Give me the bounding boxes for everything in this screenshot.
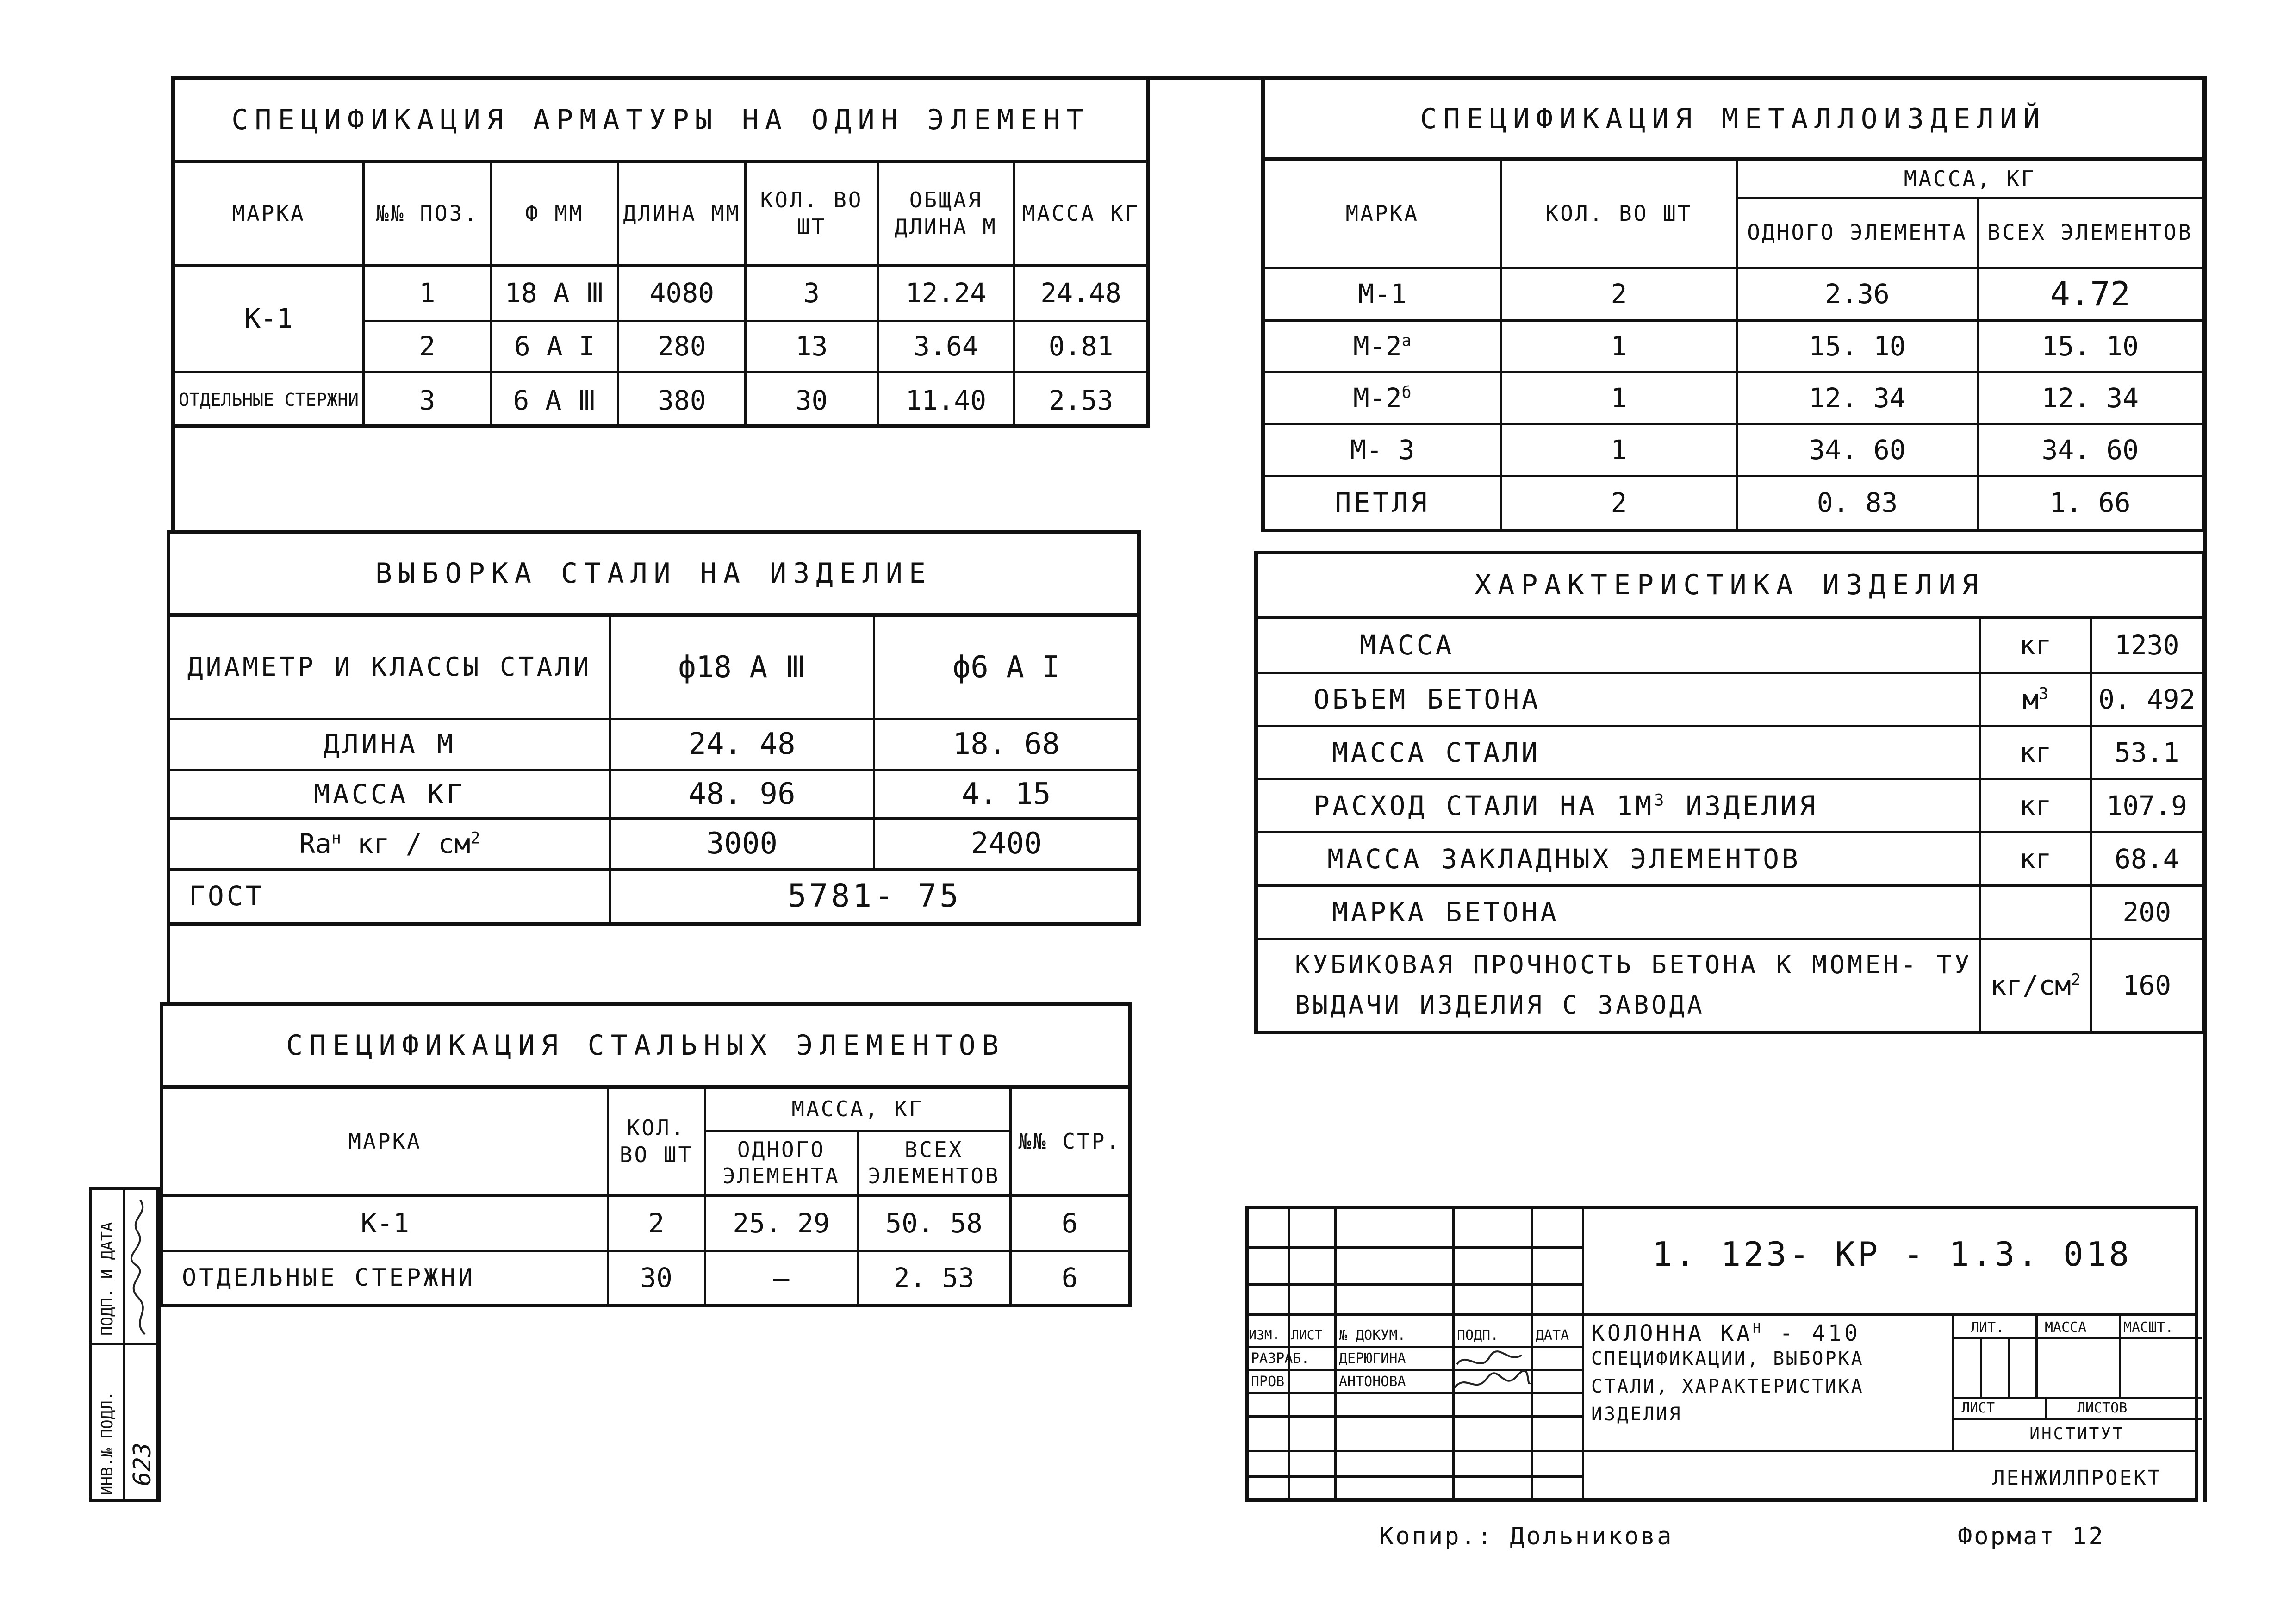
mark-cell: ОТДЕЛЬНЫЕ СТЕРЖНИ xyxy=(175,372,364,428)
col-mass: МАССА, КГ xyxy=(1737,161,2202,198)
drawing-name-line4: ИЗДЕЛИЯ xyxy=(1591,1404,1682,1425)
total-length-cell: 3.64 xyxy=(877,321,1014,372)
qty-cell: 1 xyxy=(1501,320,1737,372)
ra-unit: кг / см xyxy=(341,828,471,859)
pos-cell: 2 xyxy=(364,321,491,372)
table-row xyxy=(1258,779,2202,832)
page-cell: 6 xyxy=(1010,1251,1128,1304)
stamp-divider xyxy=(92,1343,156,1345)
scale-label: МАСШТ. xyxy=(2123,1319,2174,1336)
mark-cell: $М-2^б$ xyxy=(1265,372,1501,424)
drawing-name-line3: СТАЛИ, ХАРАКТЕРИСТИКА xyxy=(1591,1376,1864,1397)
row-label: МАССА КГ xyxy=(170,770,610,818)
table-row xyxy=(170,770,1138,818)
qty-cell: 2 xyxy=(1501,267,1737,320)
value-cell: 2400 xyxy=(874,818,1138,869)
mass-cell: 2.53 xyxy=(1014,372,1146,428)
institute-line1: ИНСТИТУТ xyxy=(2029,1424,2125,1443)
header-label: ДИАМЕТР И КЛАССЫ СТАЛИ xyxy=(170,617,610,719)
qty-cell: 30 xyxy=(608,1251,705,1304)
table-row xyxy=(1258,885,2202,939)
drawing-name-line1: КОЛОННА $КА^Н - 410$ xyxy=(1591,1320,1860,1346)
length-cell: 380 xyxy=(618,372,746,428)
char-unit: кг xyxy=(1980,726,2091,779)
table-row xyxy=(175,265,1146,321)
dia-cell: 6 А I xyxy=(491,321,618,372)
col-qty: КОЛ. ВО ШТ xyxy=(608,1089,705,1195)
col-mark: МАРКА xyxy=(175,163,364,265)
char-unit: кг xyxy=(1980,619,2091,672)
table-row xyxy=(1265,424,2202,476)
frame-line xyxy=(167,923,170,1007)
char-value: 107.9 xyxy=(2091,779,2202,832)
mark-cell: М- 3 xyxy=(1265,424,1501,476)
pos-cell: 1 xyxy=(364,265,491,321)
col-mass-one: ОДНОГО ЭЛЕМЕНТА xyxy=(1737,198,1978,267)
char-value: 200 xyxy=(2091,885,2202,939)
qty-cell: 1 xyxy=(1501,372,1737,424)
col-sign: ПОДП. xyxy=(1457,1327,1499,1343)
side-stamp xyxy=(89,1187,158,1502)
qty-cell: 2 xyxy=(608,1195,705,1251)
char-label: МАРКА БЕТОНА xyxy=(1258,885,1980,939)
length-cell: 4080 xyxy=(618,265,746,321)
rebar-spec-table xyxy=(171,76,1150,428)
total-length-cell: 11.40 xyxy=(877,372,1014,428)
char-label: МАССА СТАЛИ xyxy=(1258,726,1980,779)
table-row xyxy=(1258,619,2202,672)
mass-all-cell: 4.72 xyxy=(1978,267,2202,320)
mass-one-cell: 2.36 xyxy=(1737,267,1978,320)
qty-cell: 1 xyxy=(1501,424,1737,476)
mass-label: МАССА xyxy=(2045,1319,2087,1336)
col-doc: № ДОКУМ. xyxy=(1339,1327,1406,1343)
char-label: КУБИКОВАЯ ПРОЧНОСТЬ БЕТОНА К МОМЕН- ТУ ВЫДАЧИ ИЗДЕЛИЯ С ЗАВОДА xyxy=(1258,939,1980,1031)
steel-elements-title: СПЕЦИФИКАЦИЯ СТАЛЬНЫХ ЭЛЕМЕНТОВ xyxy=(163,1006,1128,1089)
footer-copied: Копир.: Дольникова xyxy=(1379,1523,1674,1550)
product-char-table xyxy=(1254,551,2205,1034)
rebar-spec-grid xyxy=(175,163,1146,428)
length-cell: 280 xyxy=(618,321,746,372)
footer-format: Формат 12 xyxy=(1958,1523,2105,1550)
razrab-label: РАЗРАБ. xyxy=(1251,1350,1310,1367)
frame-line xyxy=(171,426,175,541)
col-page: №№ СТР. xyxy=(1010,1089,1128,1195)
table-row xyxy=(1258,726,2202,779)
product-char-title: ХАРАКТЕРИСТИКА ИЗДЕЛИЯ xyxy=(1258,554,2202,619)
col-mass: МАССА КГ xyxy=(1014,163,1146,265)
gost-label: ГОСТ xyxy=(170,869,610,922)
mark-cell: ПЕТЛЯ xyxy=(1265,476,1501,529)
metal-products-grid xyxy=(1265,161,2202,529)
col-list: ЛИСТ xyxy=(1291,1327,1323,1343)
col-dia: Ф ММ xyxy=(491,163,618,265)
mass-one-cell: 25. 29 xyxy=(705,1195,858,1251)
char-value: 68.4 xyxy=(2091,832,2202,885)
sign-label: ПОДП. И ДАТА xyxy=(98,1222,117,1336)
mark-cell: К-1 xyxy=(163,1195,608,1251)
steel-selection-table xyxy=(167,530,1141,926)
table-row xyxy=(1258,832,2202,885)
table-row xyxy=(1265,320,2202,372)
mass-all-cell: 1. 66 xyxy=(1978,476,2202,529)
doc-code: 1. 123- КР - 1.3. 018 xyxy=(1652,1235,2132,1274)
char-value: 1230 xyxy=(2091,619,2202,672)
steel-selection-title: ВЫБОРКА СТАЛИ НА ИЗДЕЛИЕ xyxy=(170,534,1137,617)
col-qty: КОЛ. ВО ШТ xyxy=(746,163,877,265)
signature-date xyxy=(126,1195,155,1339)
table-row xyxy=(170,719,1138,770)
mass-one-cell: 34. 60 xyxy=(1737,424,1978,476)
col-date: ДАТА xyxy=(1536,1327,1569,1343)
mass-all-cell: 15. 10 xyxy=(1978,320,2202,372)
col-mass-all: ВСЕХ ЭЛЕМЕНТОВ xyxy=(858,1131,1010,1195)
col-mark: МАРКА xyxy=(1265,161,1501,267)
char-unit xyxy=(1980,885,2091,939)
steel-elements-table xyxy=(160,1002,1132,1307)
col-izm: ИЗМ. xyxy=(1249,1327,1280,1343)
value-cell: 24. 48 xyxy=(610,719,874,770)
steel-elements-grid xyxy=(163,1089,1128,1304)
qty-cell: 3 xyxy=(746,265,877,321)
steel-selection-grid xyxy=(170,617,1138,922)
col-length: ДЛИНА ММ xyxy=(618,163,746,265)
char-unit: кг xyxy=(1980,779,2091,832)
mark-cell: М-1 xyxy=(1265,267,1501,320)
mark-cell: ОТДЕЛЬНЫЕ СТЕРЖНИ xyxy=(163,1251,608,1304)
mass-one-cell: 12. 34 xyxy=(1737,372,1978,424)
char-value: 53.1 xyxy=(2091,726,2202,779)
mass-cell: 24.48 xyxy=(1014,265,1146,321)
sheet-label: ЛИСТ xyxy=(1961,1400,1995,1416)
table-row xyxy=(163,1195,1128,1251)
table-row xyxy=(1265,476,2202,529)
char-label: РАСХОД СТАЛИ НА $1М^3$ ИЗДЕЛИЯ xyxy=(1258,779,1980,832)
qty-cell: 13 xyxy=(746,321,877,372)
char-unit: $м^3$ xyxy=(1980,672,2091,726)
table-row xyxy=(1258,672,2202,726)
col-pos: №№ ПОЗ. xyxy=(364,163,491,265)
sheets-label: ЛИСТОВ xyxy=(2077,1400,2128,1416)
inv-value: 623 xyxy=(129,1443,156,1486)
qty-cell: 30 xyxy=(746,372,877,428)
col-qty: КОЛ. ВО ШТ xyxy=(1501,161,1737,267)
char-unit: кг xyxy=(1980,832,2091,885)
prov-name: АНТОНОВА xyxy=(1339,1374,1406,1390)
rebar-spec-title: СПЕЦИФИКАЦИЯ АРМАТУРЫ НА ОДИН ЭЛЕМЕНТ xyxy=(175,80,1146,163)
institute-line2: ЛЕНЖИЛПРОЕКТ xyxy=(1992,1466,2162,1490)
row-label xyxy=(170,818,610,869)
qty-cell: 2 xyxy=(1501,476,1737,529)
drawing-name-line2: СПЕЦИФИКАЦИИ, ВЫБОРКА xyxy=(1591,1348,1864,1369)
frame-line xyxy=(158,1187,161,1502)
table-row xyxy=(170,818,1138,869)
metal-products-title: СПЕЦИФИКАЦИЯ МЕТАЛЛОИЗДЕЛИЙ xyxy=(1265,80,2202,161)
frame-line xyxy=(1145,76,2205,80)
char-label: ОБЪЕМ БЕТОНА xyxy=(1258,672,1980,726)
mass-all-cell: 50. 58 xyxy=(858,1195,1010,1251)
total-length-cell: 12.24 xyxy=(877,265,1014,321)
metal-products-table xyxy=(1261,76,2205,532)
inv-label: ИНВ.№ ПОДЛ. xyxy=(98,1391,117,1495)
value-cell: 4. 15 xyxy=(874,770,1138,818)
razrab-name: ДЕРЮГИНА xyxy=(1339,1350,1406,1367)
col-phi18: ф18 А Ⅲ xyxy=(610,617,874,719)
value-cell: 3000 xyxy=(610,818,874,869)
dia-cell: 6 А Ⅲ xyxy=(491,372,618,428)
col-mass: МАССА, КГ xyxy=(705,1089,1010,1131)
title-block xyxy=(1245,1206,2198,1502)
table-row xyxy=(163,1251,1128,1304)
char-label: МАССА ЗАКЛАДНЫХ ЭЛЕМЕНТОВ xyxy=(1258,832,1980,885)
table-row xyxy=(1265,372,2202,424)
mass-cell: 0.81 xyxy=(1014,321,1146,372)
table-row xyxy=(175,372,1146,428)
mass-one-cell: 0. 83 xyxy=(1737,476,1978,529)
product-char-grid xyxy=(1258,619,2202,1031)
value-cell: 48. 96 xyxy=(610,770,874,818)
mass-one-cell: 15. 10 xyxy=(1737,320,1978,372)
page-cell: 6 xyxy=(1010,1195,1128,1251)
row-label: ДЛИНА М xyxy=(170,719,610,770)
mass-all-cell: 12. 34 xyxy=(1978,372,2202,424)
col-phi6: ф6 А I xyxy=(874,617,1138,719)
dia-cell: 18 А Ⅲ xyxy=(491,265,618,321)
char-unit: $кг/см^2$ xyxy=(1980,939,2091,1031)
col-total-length: ОБЩАЯ ДЛИНА М xyxy=(877,163,1014,265)
table-row xyxy=(1258,939,2202,1031)
ra-unit-sup: 2 xyxy=(470,829,480,848)
frame-line xyxy=(2203,76,2207,1502)
table-row xyxy=(1265,267,2202,320)
col-mark: МАРКА xyxy=(163,1089,608,1195)
col-mass-all: ВСЕХ ЭЛЕМЕНТОВ xyxy=(1978,198,2202,267)
gost-value: 5781- 75 xyxy=(610,869,1138,922)
char-value: 160 xyxy=(2091,939,2202,1031)
mass-one-cell: – xyxy=(705,1251,858,1304)
mass-all-cell: 2. 53 xyxy=(858,1251,1010,1304)
prov-label: ПРОВ. xyxy=(1251,1374,1293,1390)
mark-cell: К-1 xyxy=(175,265,364,372)
pos-cell: 3 xyxy=(364,372,491,428)
ra-sup: н xyxy=(331,829,341,848)
signatures xyxy=(1452,1346,1531,1397)
mass-all-cell: 34. 60 xyxy=(1978,424,2202,476)
mark-cell: $М-2^а$ xyxy=(1265,320,1501,372)
ra-symbol: Ra xyxy=(299,828,332,859)
char-value: 0. 492 xyxy=(2091,672,2202,726)
col-mass-one: ОДНОГО ЭЛЕМЕНТА xyxy=(705,1131,858,1195)
char-label: МАССА xyxy=(1258,619,1980,672)
value-cell: 18. 68 xyxy=(874,719,1138,770)
lit-label: ЛИТ. xyxy=(1971,1319,2004,1336)
table-row xyxy=(170,869,1138,922)
